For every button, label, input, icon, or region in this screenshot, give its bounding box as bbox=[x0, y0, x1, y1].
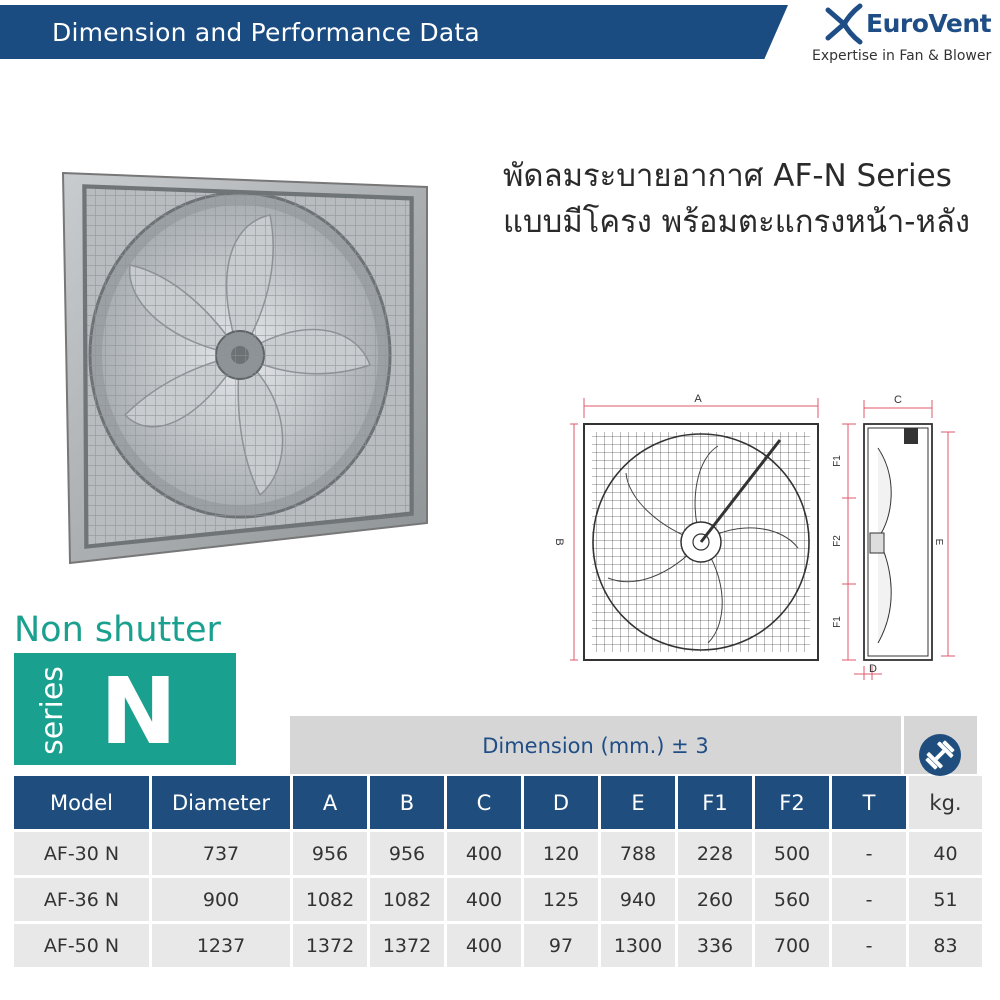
product-title-line-2: แบบมีโครง พร้อมตะแกรงหน้า-หลัง bbox=[503, 204, 971, 240]
table-cell: 560 bbox=[755, 878, 829, 921]
table-cell: 228 bbox=[678, 832, 752, 875]
table-cell: 336 bbox=[678, 924, 752, 967]
model-cell: AF-36 N bbox=[14, 878, 149, 921]
table-row bbox=[14, 832, 982, 875]
table-cell: - bbox=[832, 832, 906, 875]
dimension-label-f1-top: F1 bbox=[832, 455, 843, 467]
dimension-label-a: A bbox=[694, 393, 702, 405]
table-cell: 500 bbox=[755, 832, 829, 875]
series-badge bbox=[14, 653, 236, 765]
table-cell: 400 bbox=[447, 878, 521, 921]
table-cell: 1372 bbox=[293, 924, 367, 967]
column-header-weight: kg. bbox=[909, 776, 982, 829]
table-cell: 1237 bbox=[152, 924, 290, 967]
column-header: F1 bbox=[678, 776, 752, 829]
table-cell: 956 bbox=[370, 832, 444, 875]
table-row bbox=[14, 924, 982, 967]
dimension-label-e: E bbox=[933, 538, 944, 546]
table-cell: 737 bbox=[152, 832, 290, 875]
table-row bbox=[14, 878, 982, 921]
dimension-label-f2: F2 bbox=[832, 535, 843, 547]
table-cell: 700 bbox=[755, 924, 829, 967]
column-header: A bbox=[293, 776, 367, 829]
column-header: F2 bbox=[755, 776, 829, 829]
table-cell: 1082 bbox=[293, 878, 367, 921]
column-header: D bbox=[524, 776, 598, 829]
brand-tagline: Expertise in Fan & Blower bbox=[812, 48, 992, 64]
table-cell: 125 bbox=[524, 878, 598, 921]
series-letter: N bbox=[100, 658, 177, 765]
column-header: T bbox=[832, 776, 906, 829]
table-cell: 120 bbox=[524, 832, 598, 875]
column-header: Model bbox=[14, 776, 149, 829]
column-header: C bbox=[447, 776, 521, 829]
table-cell: 1372 bbox=[370, 924, 444, 967]
table-cell: 400 bbox=[447, 832, 521, 875]
dimension-label-d: D bbox=[869, 663, 877, 675]
eurovent-logo-icon bbox=[822, 2, 866, 46]
table-cell: 400 bbox=[447, 924, 521, 967]
column-header: E bbox=[601, 776, 675, 829]
dimension-label-f1-bottom: F1 bbox=[832, 616, 843, 628]
series-word: series bbox=[34, 666, 70, 755]
model-cell: AF-50 N bbox=[14, 924, 149, 967]
dumbbell-icon bbox=[918, 733, 962, 777]
table-cell: 97 bbox=[524, 924, 598, 967]
column-header: B bbox=[370, 776, 444, 829]
type-label: Non shutter bbox=[14, 610, 221, 650]
dimension-banner: Dimension (mm.) ± 3 bbox=[290, 716, 901, 774]
table-cell: 83 bbox=[909, 924, 982, 967]
table-cell: 900 bbox=[152, 878, 290, 921]
table-cell: - bbox=[832, 924, 906, 967]
table-cell: 1082 bbox=[370, 878, 444, 921]
table-cell: 51 bbox=[909, 878, 982, 921]
column-header: Diameter bbox=[152, 776, 290, 829]
table-cell: - bbox=[832, 878, 906, 921]
brand-name: EuroVent bbox=[866, 9, 992, 38]
spec-table bbox=[11, 773, 985, 970]
product-title bbox=[503, 153, 970, 245]
product-title-line-1: พัดลมระบายอากาศ AF-N Series bbox=[503, 158, 952, 194]
table-cell: 40 bbox=[909, 832, 982, 875]
table-cell: 1300 bbox=[601, 924, 675, 967]
table-cell: 260 bbox=[678, 878, 752, 921]
page-title: Dimension and Performance Data bbox=[52, 18, 480, 47]
model-cell: AF-30 N bbox=[14, 832, 149, 875]
dimension-label-c: C bbox=[894, 394, 902, 406]
table-cell: 788 bbox=[601, 832, 675, 875]
table-cell: 956 bbox=[293, 832, 367, 875]
dimension-drawing bbox=[548, 388, 960, 680]
table-header-row bbox=[14, 776, 982, 829]
table-cell: 940 bbox=[601, 878, 675, 921]
exhaust-fan-photo bbox=[55, 165, 435, 570]
dimension-label-b: B bbox=[553, 538, 565, 546]
